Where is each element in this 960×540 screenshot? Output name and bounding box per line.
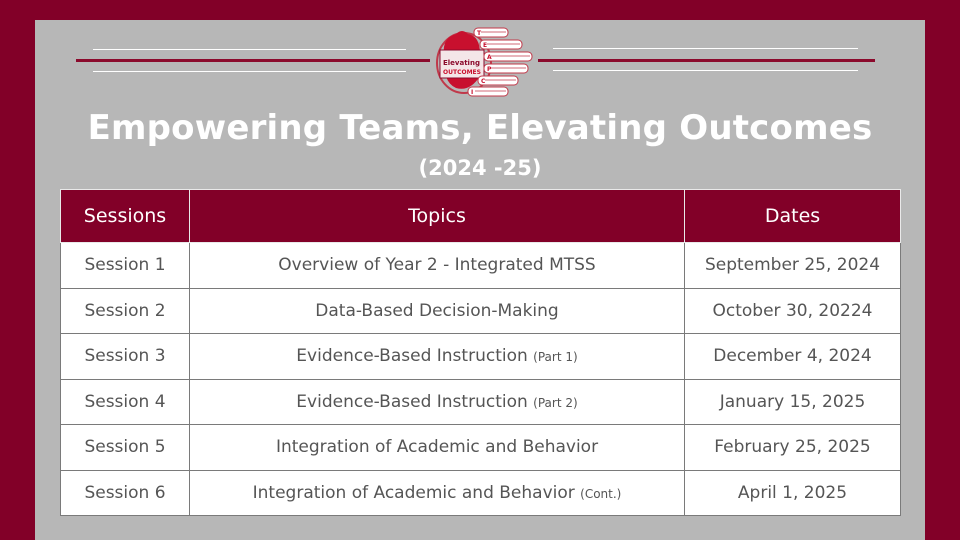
sessions-table (60, 189, 901, 516)
page-title: Empowering Teams, Elevating Outcomes (87, 108, 873, 148)
topic-note: (Cont.) (580, 486, 622, 501)
topic-note: (Part 1) (533, 350, 578, 365)
table-row (61, 288, 901, 334)
date-cell: October 30, 20224 (685, 288, 901, 334)
page-subtitle: (2024 -25) (418, 156, 542, 180)
header-topics: Topics (190, 190, 685, 243)
session-cell: Session 3 (61, 334, 190, 380)
session-cell: Session 2 (61, 288, 190, 334)
logo-letter-p: P (487, 66, 492, 73)
logo-letter-t: T (477, 30, 482, 37)
table-row (61, 379, 901, 425)
table-row (61, 425, 901, 471)
logo-word-outcomes: OUTCOMES (443, 69, 481, 76)
right-divider-bottom (553, 70, 858, 71)
date-cell: February 25, 2025 (685, 425, 901, 471)
topic-cell (190, 470, 685, 516)
header-dates: Dates (685, 190, 901, 243)
session-cell: Session 1 (61, 243, 190, 289)
table-row (61, 470, 901, 516)
logo-letter-c: C (481, 78, 486, 85)
date-cell: January 15, 2025 (685, 379, 901, 425)
session-cell: Session 6 (61, 470, 190, 516)
table-header-row (61, 190, 901, 243)
topic-text: Overview of Year 2 - Integrated MTSS (278, 255, 596, 276)
date-cell: September 25, 2024 (685, 243, 901, 289)
elevating-outcomes-logo (430, 24, 538, 100)
topic-cell (190, 288, 685, 334)
left-divider-red (76, 59, 430, 62)
left-divider-top (93, 49, 406, 50)
table-row (61, 243, 901, 289)
logo-letter-e: E (483, 42, 488, 49)
topic-text: Integration of Academic and Behavior (275, 437, 599, 458)
date-cell: December 4, 2024 (685, 334, 901, 380)
topic-text: Evidence-Based Instruction (296, 346, 528, 367)
topic-cell (190, 379, 685, 425)
topic-text: Integration of Academic and Behavior (252, 482, 575, 503)
date-cell: April 1, 2025 (685, 470, 901, 516)
right-divider-red (538, 59, 875, 62)
topic-note: (Part 2) (533, 395, 578, 410)
topic-text: Evidence-Based Instruction (296, 391, 528, 412)
topic-cell (190, 425, 685, 471)
left-divider-bottom (93, 71, 406, 72)
topic-cell (190, 243, 685, 289)
session-cell: Session 4 (61, 379, 190, 425)
right-divider-top (553, 48, 858, 49)
session-cell: Session 5 (61, 425, 190, 471)
header-sessions: Sessions (61, 190, 190, 243)
table-row (61, 334, 901, 380)
topic-cell (190, 334, 685, 380)
logo-letter-i: I (471, 89, 474, 96)
topic-text: Data-Based Decision-Making (315, 300, 559, 321)
logo-word-elevating: Elevating (443, 59, 480, 67)
logo-letter-a: A (487, 54, 492, 61)
